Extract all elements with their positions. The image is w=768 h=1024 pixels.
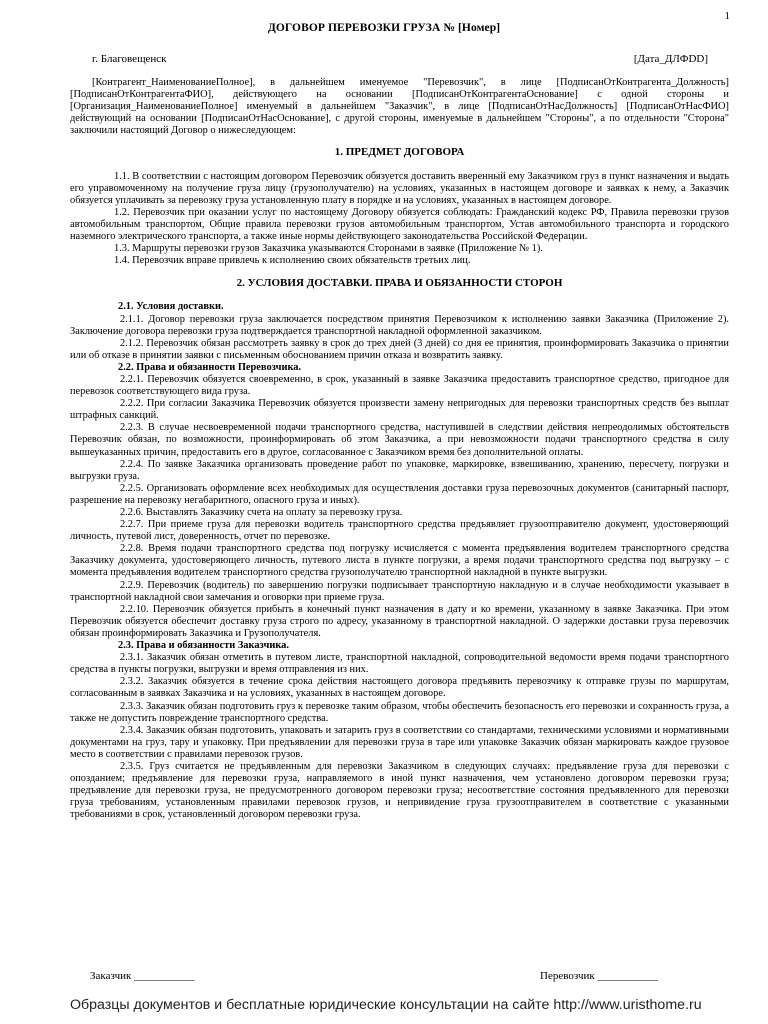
carrier-signature: Перевозчик ___________ bbox=[540, 970, 658, 982]
clause-2-3-3: 2.3.3. Заказчик обязан подготовить груз к перевозке таким образом, чтобы обеспечить безопасность его перевозки и сохранность груза, а также не допустить повреждение транспортного средства. bbox=[70, 700, 729, 724]
clause-2-2-3: 2.2.3. В случае несвоевременной подачи транспортного средства, наступившей в следствии действия непреодолимых обстоятельств Перевозчик обязан, по возможности, проинформировать об этом Заказчика, а при невозможности подачи транспортного средства в силу вышеуказанных причин, предоставить его в другое, согласованное с Заказчиком время без дополнительной оплаты. bbox=[70, 422, 729, 458]
contract-date: [Дата_ДЛФDD] bbox=[633, 53, 708, 65]
city-date-line bbox=[92, 53, 708, 65]
document-title: ДОГОВОР ПЕРЕВОЗКИ ГРУЗА № [Номер] bbox=[267, 22, 501, 34]
footer-link-text: Образцы документов и бесплатные юридические консультации на сайте http://www.uristhome.ru bbox=[70, 997, 702, 1013]
clause-2-2-4: 2.2.4. По заявке Заказчика организовать проведение работ по упаковке, маркировке, взвешиванию, хранению, пересчету, погрузки и выгрузки груза. bbox=[70, 458, 729, 482]
clause-1-2: 1.2. Перевозчик при оказании услуг по настоящему Договору обязуется соблюдать: Гражданский кодекс РФ, Правила перевозки грузов автомобильным транспортом, Общие правила перевозки грузов автомобильным транспортом, Устав автомобильного транспорта и городского наземного электрического транспорта, а также иные нормы действующего законодательства Российской Федерации. bbox=[70, 206, 729, 243]
customer-signature: Заказчик ___________ bbox=[90, 970, 195, 982]
clause-2-2-5: 2.2.5. Организовать оформление всех необходимых для осуществления доставки груза перевозочных документов (санитарный паспорт, разрешение на перевозку негабаритного, опасного груза и иных). bbox=[70, 482, 729, 506]
clause-2-2-7: 2.2.7. При приеме груза для перевозки водитель транспортного средства предъявляет грузоотправителю документ, удостоверяющий личность, путевой лист, доверенность, отчет по перевозке. bbox=[70, 519, 729, 543]
clause-2-2-6: 2.2.6. Выставлять Заказчику счета на оплату за перевозку груза. bbox=[120, 507, 403, 518]
clause-1-1: 1.1. В соответствии с настоящим договором Перевозчик обязуется доставить вверенный ему Заказчиком груз в пункт назначения и выдать его управомоченному на получение груза лицу (грузополучателю) на условиях, указанных в настоящем договоре и заявках к нему, а Заказчик обязуется уплачивать за перевозку груза установленную плату в порядке и на условиях, указанных в настоящем договоре. bbox=[70, 170, 729, 206]
clause-2-2-9: 2.2.9. Перевозчик (водитель) по завершению погрузки подписывает транспортную накладную и в случае необходимости указывает в транспортной накладной свои замечания и оговорки при приеме груза. bbox=[70, 579, 729, 603]
clause-1-4: 1.4. Перевозчик вправе привлечь к исполнению своих обязательств третьих лиц. bbox=[114, 255, 471, 267]
section-1-heading: 1. ПРЕДМЕТ ДОГОВОРА bbox=[334, 146, 465, 159]
document-body bbox=[70, 77, 729, 821]
clause-2-2-10: 2.2.10. Перевозчик обязуется прибыть в конечный пункт назначения в дату и ко времени, указанному в заявке Заказчика. При этом Перевозчик обязуется обеспечит доставку груза строго по адресу, указанному в транспортной накладной. О задержки доставки груза перевозчик обязан проинформировать Заказчика и Грузополучателя. bbox=[70, 603, 729, 639]
clause-2-3-1: 2.3.1. Заказчик обязан отметить в путевом листе, транспортной накладной, сопроводительной ведомости время подачи транспортного средства в пункты погрузки, выгрузки и время отправления из них. bbox=[70, 652, 729, 676]
clause-2-3-2: 2.3.2. Заказчик обязуется в течение срока действия настоящего договора предъявить перевозчику к отправке грузы по маршрутам, согласованным в заявках Заказчика и на условиях, указанных в настоящем договоре. bbox=[70, 676, 729, 700]
clause-2-2-2: 2.2.2. При согласии Заказчика Перевозчик обязуется произвести замену непригодных для перевозки транспортных средств без выплат штрафных санкций. bbox=[70, 398, 729, 422]
clause-2-2-8: 2.2.8. Время подачи транспортного средства под погрузку исчисляется с момента предъявления водителем транспортного средства Заказчику документа, удостоверяющего личность, путевого листа в пункте погрузки, а время подачи транспортного средства под выгрузку – с момента предъявления водителем транспортного средства грузополучателю транспортной накладной в пункте выгрузки. bbox=[70, 543, 729, 579]
clause-2-3-5: 2.3.5. Груз считается не предъявленным для перевозки Заказчиком в следующих случаях: предъявление груза для перевозки с опозданием; предъявление для перевозки груза, направляемого в иной пункт назначения, чем установлено договором перевозки груза; предъявление для перевозки груза, не предусмотренного договором перевозки груза; несоответствие состояния предъявленного для перевозки груза требованиям, установленным правилами перевозок грузов, и непривидение груза грузоотправителем в соответствие с указанными требованиями в срок, установленный договором перевозки груза. bbox=[70, 760, 729, 821]
clause-2-1-1: 2.1.1. Договор перевозки груза заключается посредством принятия Перевозчиком к исполнению заявки Заказчика (Приложение 2). Заключение договора перевозки груза подтверждается транспортной накладной оформленной заказчиком. bbox=[70, 313, 729, 337]
page-number: 1 bbox=[724, 10, 730, 22]
clause-2-1-2: 2.1.2. Перевозчик обязан рассмотреть заявку в срок до трех дней (3 дней) со дня ее принятия, проинформировать Заказчика о принятии или об отказе в принятии заявки с письменным обоснованием причин отказа и возвратить заявку. bbox=[70, 337, 729, 361]
subsection-2-3: 2.3. Права и обязанности Заказчика. bbox=[118, 640, 289, 652]
preamble: [Контрагент_НаименованиеПолное], в дальнейшем именуемое "Перевозчик", в лице [ПодписанОтКонтрагента_Должность] [ПодписанОтКонтрагентаФИО], действующего на основании [ПодписанОтКонтрагентаОснование] с одной стороны и [Организация_НаименованиеПолное] именуемый в дальнейшем "Заказчик", в лице [ПодписанОтНасДолжность] [ПодписанОтНасФИО] действующий на основании [ПодписанОтНасОснование], с другой стороны, именуемые в дальнейшем "Стороны", а по отдельности "Сторона" заключили настоящий Договор о нижеследующем: bbox=[70, 77, 729, 137]
subsection-2-1: 2.1. Условия доставки. bbox=[118, 301, 224, 313]
clause-2-2-1: 2.2.1. Перевозчик обязуется своевременно, в срок, указанный в заявке Заказчика предоставить транспортное средство, пригодное для перевозок соответствующего вида груза. bbox=[70, 373, 729, 398]
subsection-2-2: 2.2. Права и обязанности Перевозчика. bbox=[118, 361, 302, 373]
section-2-heading: 2. УСЛОВИЯ ДОСТАВКИ. ПРАВА И ОБЯЗАННОСТИ СТОРОН bbox=[236, 277, 563, 290]
clause-1-3: 1.3. Маршруты перевозки грузов Заказчика указываются Сторонами в заявке (Приложение № 1). bbox=[114, 243, 543, 255]
clause-2-3-4: 2.3.4. Заказчик обязан подготовить, упаковать и затарить груз в соответствии со стандартами, техническими условиями и нормативными документами на груз, тару и упаковку. При предъявлении для перевозки груза в таре или упаковке Заказчик обязан маркировать каждое грузовое место в соответствии с правилами перевозок грузов. bbox=[70, 724, 729, 760]
city: г. Благовещенск bbox=[92, 53, 167, 65]
